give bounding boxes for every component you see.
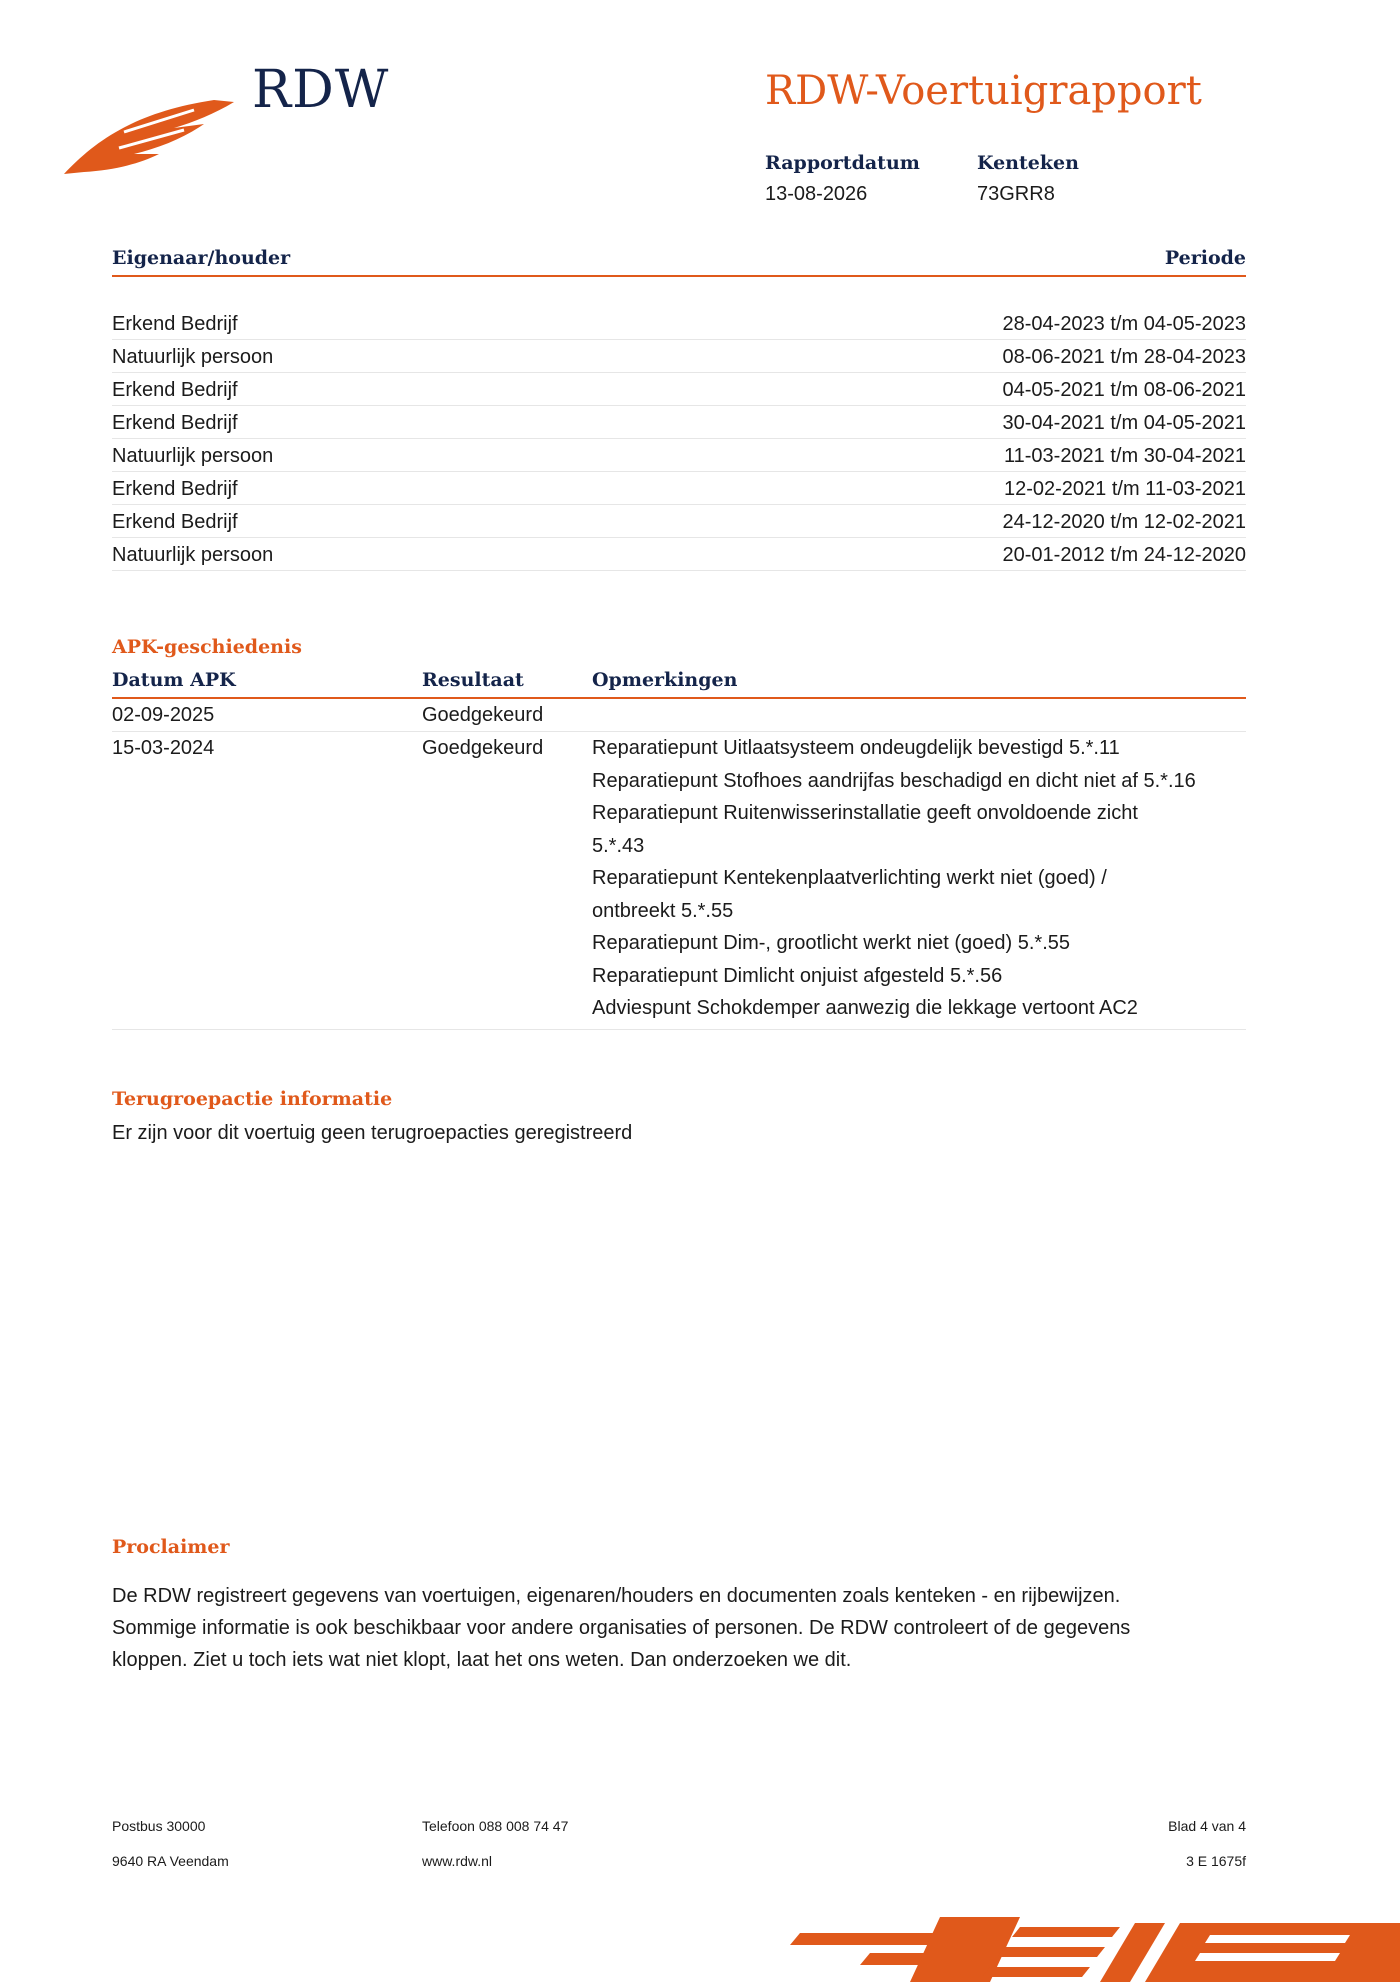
apk-remark-line: Reparatiepunt Uitlaatsysteem ondeugdelijk bevestigd 5.*.11 <box>592 737 1120 759</box>
period-cell: 20-01-2012 t/m 24-12-2020 <box>1002 544 1246 566</box>
owner-row <box>112 472 1246 505</box>
proclaimer-line: De RDW registreert gegevens van voertuigen, eigenaren/houders en documenten zoals kenteken - en rijbewijzen. <box>112 1585 1121 1607</box>
apk-date-column-header: Datum APK <box>112 669 236 691</box>
owner-cell: Natuurlijk persoon <box>112 544 274 566</box>
report-date-value: 13-08-2026 <box>765 183 868 205</box>
report-date-label: Rapportdatum <box>765 152 920 174</box>
logo-text: RDW <box>252 60 390 120</box>
owner-cell: Erkend Bedrijf <box>112 478 238 500</box>
owner-column-header: Eigenaar/houder <box>112 247 291 269</box>
period-cell: 24-12-2020 t/m 12-02-2021 <box>1002 511 1246 533</box>
footer-website[interactable]: www.rdw.nl <box>422 1853 493 1869</box>
apk-remarks-cell <box>592 732 1196 1025</box>
owner-cell: Erkend Bedrijf <box>112 511 238 533</box>
recall-section-title: Terugroepactie informatie <box>112 1088 393 1110</box>
apk-section-title: APK-geschiedenis <box>112 636 302 658</box>
apk-remark-line: Reparatiepunt Stofhoes aandrijfas beschadigd en dicht niet af 5.*.16 <box>592 769 1196 792</box>
footer-phone: Telefoon 088 008 74 47 <box>422 1818 569 1834</box>
owner-cell: Natuurlijk persoon <box>112 346 274 368</box>
apk-date-cell: 15-03-2024 <box>112 737 215 759</box>
recall-text: Er zijn voor dit voertuig geen terugroepacties geregistreerd <box>112 1122 633 1144</box>
apk-result-cell: Goedgekeurd <box>422 737 544 759</box>
owners-header-rule <box>112 275 1246 277</box>
owner-row <box>112 538 1246 571</box>
owner-cell: Erkend Bedrijf <box>112 379 238 401</box>
footer-page-number: Blad 4 van 4 <box>1168 1818 1246 1834</box>
owner-row <box>112 505 1246 538</box>
footer-document-code: 3 E 1675f <box>1186 1853 1246 1869</box>
plate-label: Kenteken <box>977 152 1079 174</box>
period-column-header: Periode <box>1164 247 1246 269</box>
apk-remark-line: Reparatiepunt Dim-, grootlicht werkt niet (goed) 5.*.55 <box>592 932 1071 954</box>
proclaimer-section-title: Proclaimer <box>112 1536 230 1558</box>
apk-result-column-header: Resultaat <box>422 669 524 691</box>
apk-remarks-column-header: Opmerkingen <box>592 669 738 691</box>
footer-address-line-2: 9640 RA Veendam <box>112 1853 229 1869</box>
period-cell: 12-02-2021 t/m 11-03-2021 <box>1003 478 1246 500</box>
owner-row <box>112 307 1246 340</box>
owner-row <box>112 373 1246 406</box>
owner-row <box>112 439 1246 472</box>
proclaimer-line: Sommige informatie is ook beschikbaar voor andere organisaties of personen. De RDW controleert of de gegevens <box>112 1617 1131 1639</box>
apk-remark-line: 5.*.43 <box>592 834 645 857</box>
apk-remark-line: Reparatiepunt Ruitenwisserinstallatie geeft onvoldoende zicht <box>592 802 1138 824</box>
decorative-stripes-icon <box>790 1905 1400 1982</box>
period-cell: 28-04-2023 t/m 04-05-2023 <box>1002 313 1246 335</box>
rdw-logo-icon <box>64 92 234 177</box>
owner-cell: Erkend Bedrijf <box>112 412 238 434</box>
owner-row <box>112 340 1246 373</box>
apk-remark-line: ontbreekt 5.*.55 <box>592 899 734 922</box>
period-cell: 08-06-2021 t/m 28-04-2023 <box>1002 346 1246 368</box>
proclaimer-text <box>112 1580 1252 1676</box>
plate-value: 73GRR8 <box>977 183 1055 205</box>
period-cell: 11-03-2021 t/m 30-04-2021 <box>1003 445 1246 467</box>
owner-row <box>112 406 1246 439</box>
apk-date-cell: 02-09-2025 <box>112 704 215 726</box>
report-title: RDW-Voertuigrapport <box>765 68 1202 114</box>
apk-remark-line: Adviespunt Schokdemper aanwezig die lekkage vertoont AC2 <box>592 997 1138 1019</box>
owner-cell: Natuurlijk persoon <box>112 445 274 467</box>
period-cell: 04-05-2021 t/m 08-06-2021 <box>1002 379 1246 401</box>
apk-row <box>112 699 1246 732</box>
apk-row <box>112 732 1246 1030</box>
proclaimer-line: kloppen. Ziet u toch iets wat niet klopt, laat het ons weten. Dan onderzoeken we dit. <box>112 1649 852 1671</box>
apk-remark-line: Reparatiepunt Kentekenplaatverlichting werkt niet (goed) / <box>592 867 1107 889</box>
apk-result-cell: Goedgekeurd <box>422 704 544 726</box>
apk-remark-line: Reparatiepunt Dimlicht onjuist afgesteld 5.*.56 <box>592 964 1003 987</box>
footer-address-line-1: Postbus 30000 <box>112 1818 206 1834</box>
period-cell: 30-04-2021 t/m 04-05-2021 <box>1002 412 1246 434</box>
owner-cell: Erkend Bedrijf <box>112 313 238 335</box>
